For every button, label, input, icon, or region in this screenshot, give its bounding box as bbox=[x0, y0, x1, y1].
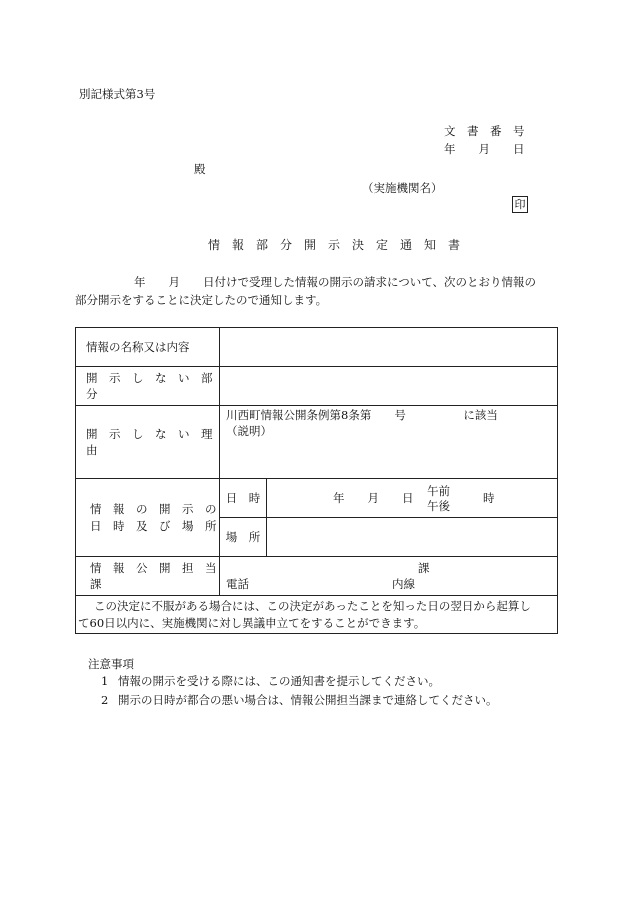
datetime-date: 年 月 日 bbox=[333, 491, 414, 505]
doc-number-label: 文 書 番 号 bbox=[444, 124, 525, 138]
recipient-suffix: 殿 bbox=[194, 162, 206, 176]
appeal-notice-line1: この決定に不服がある場合には、この決定があったことを知った日の翌日から起算し bbox=[94, 599, 531, 613]
note-text: 開示の日時が都合の悪い場合は、情報公開担当課まで連絡してください。 bbox=[117, 693, 498, 707]
intro-line-1: 年 月 日付けで受理した情報の開示の請求について、次のとおり情報の bbox=[134, 275, 537, 289]
phone-label: 電話 bbox=[226, 577, 249, 591]
datetime-am: 午前 bbox=[427, 484, 450, 498]
datetime-hour: 時 bbox=[483, 491, 495, 505]
info-name-label: 情報の名称又は内容 bbox=[76, 328, 220, 367]
notes-heading: 注意事項 bbox=[88, 657, 134, 671]
reason-article: 川西町情報公開条例第8条第 号 に該当 bbox=[226, 408, 498, 422]
appeal-notice bbox=[76, 596, 558, 634]
place-value bbox=[267, 518, 558, 557]
agency-name: （実施機関名） bbox=[362, 181, 443, 195]
date-label: 年 月 日 bbox=[444, 142, 525, 156]
form-id: 別記様式第3号 bbox=[79, 87, 156, 101]
note-number: 2 bbox=[101, 693, 109, 707]
row-datetime bbox=[76, 479, 558, 518]
row-section bbox=[76, 557, 558, 596]
seal-icon bbox=[512, 196, 528, 213]
datetime-value bbox=[267, 479, 558, 518]
datetime-place-label-line1: 情 報 の 開 示 の bbox=[90, 501, 217, 516]
datetime-pm: 午後 bbox=[427, 499, 450, 513]
document-title: 情 報 部 分 開 示 決 定 通 知 書 bbox=[208, 238, 461, 252]
section-value bbox=[220, 557, 558, 596]
seal-mark: 印 bbox=[512, 196, 528, 213]
note-item bbox=[101, 673, 440, 689]
datetime-place-label bbox=[76, 479, 220, 557]
reason-explanation-label: （説明） bbox=[226, 424, 272, 438]
row-appeal-notice bbox=[76, 596, 558, 634]
datetime-label: 日 時 bbox=[220, 479, 267, 518]
undisclosed-part-label: 開 示 し な い 部 分 bbox=[76, 367, 220, 406]
section-label: 情 報 公 開 担 当 課 bbox=[76, 557, 220, 596]
undisclosed-part-value bbox=[220, 367, 558, 406]
intro-line-2: 部分開示をすることに決定したので通知します。 bbox=[75, 293, 328, 307]
place-label: 場 所 bbox=[220, 518, 267, 557]
section-suffix: 課 bbox=[418, 561, 430, 575]
row-info-name bbox=[76, 328, 558, 367]
disclosure-table bbox=[75, 327, 558, 634]
row-undisclosed-part bbox=[76, 367, 558, 406]
datetime-place-label-line2: 日 時 及 び 場 所 bbox=[90, 518, 217, 533]
extension-label: 内線 bbox=[392, 577, 415, 591]
note-item bbox=[101, 692, 497, 708]
undisclosed-reason-label: 開 示 し な い 理 由 bbox=[76, 406, 220, 479]
appeal-notice-line2: て60日以内に、実施機関に対し異議申立てをすることができます。 bbox=[78, 616, 426, 630]
info-name-value bbox=[220, 328, 558, 367]
row-undisclosed-reason bbox=[76, 406, 558, 479]
note-number: 1 bbox=[101, 674, 109, 688]
undisclosed-reason-value bbox=[220, 406, 558, 479]
note-text: 情報の開示を受ける際には、この通知書を提示してください。 bbox=[117, 674, 440, 688]
